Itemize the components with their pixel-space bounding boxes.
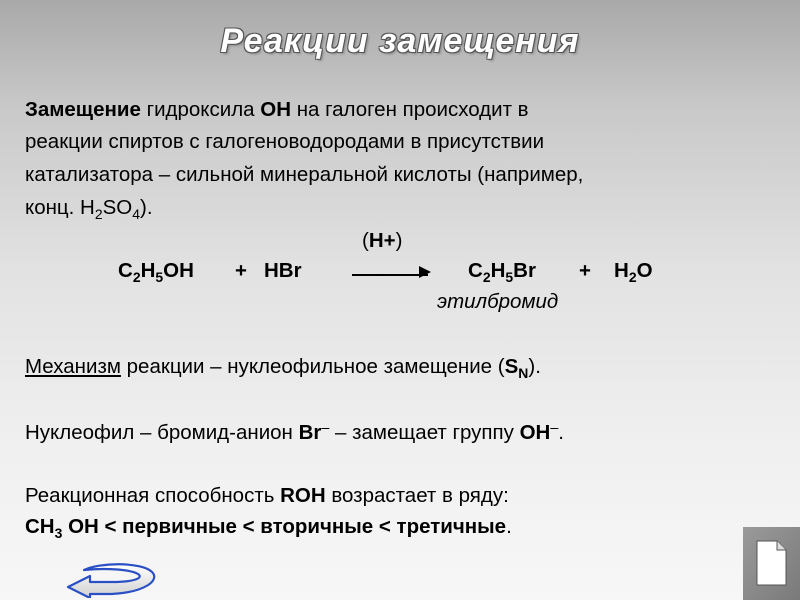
text-fragment: – замещает группу xyxy=(329,421,520,444)
reactivity-line xyxy=(25,484,509,508)
text-fragment: . xyxy=(558,421,564,444)
text-fragment: конц. Н xyxy=(25,196,95,219)
text-fragment: СН xyxy=(25,515,55,538)
catalyst-label xyxy=(362,229,402,253)
product-water xyxy=(614,259,653,283)
term-mechanism: Механизм xyxy=(25,355,121,378)
subscript: 4 xyxy=(132,205,141,222)
text-fragment: ОН < первичные < вторичные < третичные xyxy=(62,515,507,538)
reaction-arrow xyxy=(352,274,428,276)
text-fragment: С xyxy=(118,259,133,282)
text-fragment: на галоген происходит в xyxy=(291,98,529,121)
subscript: 2 xyxy=(628,268,637,285)
text-fragment: Н xyxy=(490,259,506,282)
subscript: 5 xyxy=(505,268,514,285)
subscript: 2 xyxy=(94,205,103,222)
text-fragment: гидроксила xyxy=(140,98,261,121)
text-fragment: возрастает в ряду: xyxy=(325,484,509,507)
paragraph-line-3: катализатора – сильной минеральной кислоты (например, xyxy=(25,163,584,186)
nucleophile-line xyxy=(25,421,564,445)
subscript: 5 xyxy=(155,268,164,285)
text-fragment: Н xyxy=(614,259,629,282)
product-name: этилбромид xyxy=(437,290,559,313)
text-fragment: Br xyxy=(513,259,536,282)
paragraph-line-4 xyxy=(25,196,153,220)
text-fragment: ). xyxy=(528,355,541,378)
formula-oh: ОН xyxy=(519,421,551,444)
reaction-arrow-head xyxy=(419,266,431,278)
term-substitution: Замещение xyxy=(25,98,141,121)
superscript: – xyxy=(550,420,559,437)
text-fragment: SO xyxy=(102,196,133,219)
subscript: 2 xyxy=(482,268,491,285)
reactivity-series xyxy=(25,515,512,539)
plus-sign: + xyxy=(579,259,591,282)
text-fragment: реакции – нуклеофильное замещение ( xyxy=(120,355,505,378)
slide-title: Реакции замещения xyxy=(220,22,580,60)
product-ethyl-bromide xyxy=(468,259,536,283)
symbol-s: S xyxy=(504,355,519,378)
text-fragment: Нуклеофил – бромид-анион xyxy=(25,421,299,444)
reactant-hbr: НBr xyxy=(264,259,302,282)
subscript: 2 xyxy=(132,268,141,285)
text-fragment: . xyxy=(506,515,512,538)
catalyst-formula: Н+ xyxy=(368,229,396,252)
text-fragment: ). xyxy=(140,196,153,219)
subscript: 3 xyxy=(54,524,63,541)
text-fragment: О xyxy=(636,259,653,282)
text-fragment: Реакционная способность xyxy=(25,484,281,507)
formula-oh: ОН xyxy=(260,98,292,121)
superscript: – xyxy=(321,420,330,437)
text-fragment: ОН xyxy=(163,259,194,282)
text-fragment: Н xyxy=(140,259,156,282)
document-icon[interactable] xyxy=(743,527,800,600)
paragraph-line-1 xyxy=(25,98,529,122)
text-fragment: С xyxy=(468,259,483,282)
paren: ) xyxy=(395,229,403,252)
formula-br: Br xyxy=(298,421,322,444)
paren: ( xyxy=(362,229,369,252)
paragraph-line-2: реакции спиртов с галогеноводородами в присутствии xyxy=(25,130,545,153)
subscript: N xyxy=(518,364,529,381)
back-arrow-icon[interactable] xyxy=(60,560,160,598)
reactant-ethanol xyxy=(118,259,194,283)
mechanism-line xyxy=(25,355,541,379)
plus-sign: + xyxy=(235,259,247,282)
formula-roh: ROH xyxy=(280,484,326,507)
